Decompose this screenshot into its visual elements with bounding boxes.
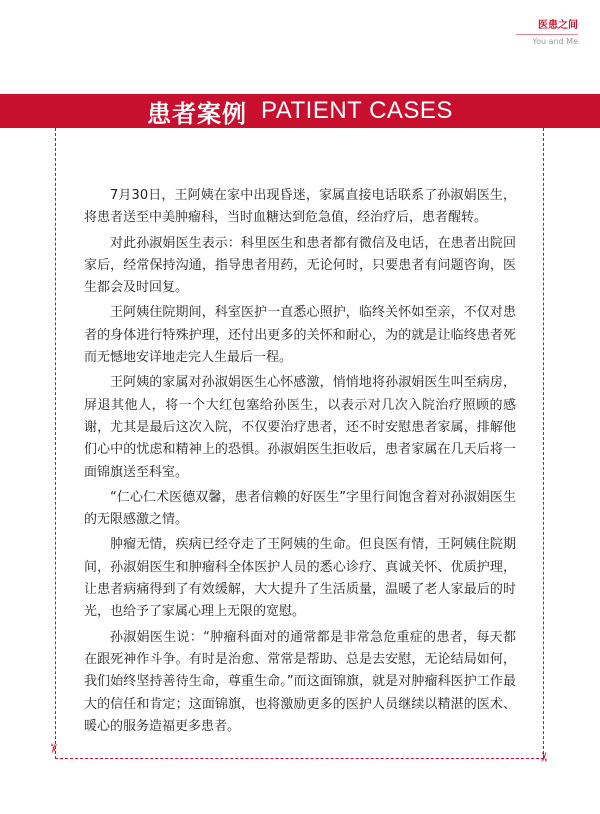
scissors-icon: ✂ [44, 743, 60, 754]
section-tag [516, 20, 578, 46]
article-paragraph: 孙淑娟医生说：“肿瘤科面对的通常都是非常急危重症的患者，每天都在跟死神作斗争。有时是治愈、常常是帮助、总是去安慰，无论结局如何，我们始终坚持善待生命，尊重生命。”而这面锦旗，就是对肿瘤科医护工作最大的信任和肯定；这面锦旗，也将激励更多的医护人员继续以精湛的医术、暖心的服务造福更多患者。 [84, 629, 516, 734]
banner-title-cn: 患者案例 [147, 99, 248, 128]
scissors-icon: ✂ [537, 751, 553, 762]
banner-title-en: PATIENT CASES [261, 97, 453, 124]
article-paragraph: 王阿姨住院期间，科室医护一直悉心照护，临终关怀如至亲，不仅对患者的身体进行特殊护理，还付出更多的关怀和耐心，为的就是让临终患者死而无憾地安详地走完人生最后一程。 [84, 305, 516, 366]
article-body [84, 185, 516, 741]
title-banner [0, 94, 600, 128]
article-paragraph: 肿瘤无情，疾病已经夺走了王阿姨的生命。但良医有情，王阿姨住院期间，孙淑娟医生和肿瘤科全体医护人员的悉心诊疗、真诚关怀、优质护理，让患者病痛得到了有效缓解，大大提升了生活质量，温暖了老人家最后的时光，也给予了家属心理上无限的宽慰。 [84, 537, 516, 620]
section-title-cn: 医患之间 [538, 20, 578, 31]
article-paragraph: “仁心仁术医德双馨，患者信赖的好医生”字里行间饱含着对孙淑娟医生的无限感激之情。 [84, 489, 516, 528]
article-paragraph: 王阿姨的家属对孙淑娟医生心怀感激，悄悄地将孙淑娟医生叫至病房，屏退其他人，将一个大红包塞给孙医生，以表示对几次入院治疗照顾的感谢，尤其是最后这次入院，不仅要治疗患者，还不时安慰患者家属，排解他们心中的忧虑和精神上的恐惧。孙淑娟医生拒收后，患者家属在几天后将一面锦旗送至科室。 [84, 375, 516, 480]
section-title-en: You and Me [532, 36, 578, 46]
article-paragraph: 7月30日，王阿姨在家中出现昏迷，家属直接电话联系了孙淑娟医生，将患者送至中美肿瘤科，当时血糖达到危急值，经治疗后，患者醒转。 [84, 188, 516, 226]
article-paragraph: 对此孙淑娟医生表示：科里医生和患者都有微信及电话，在患者出院回家后，经常保持沟通，指导患者用药，无论何时，只要患者有问题咨询，医生都会及时回复。 [84, 235, 516, 296]
section-divider [516, 34, 578, 35]
